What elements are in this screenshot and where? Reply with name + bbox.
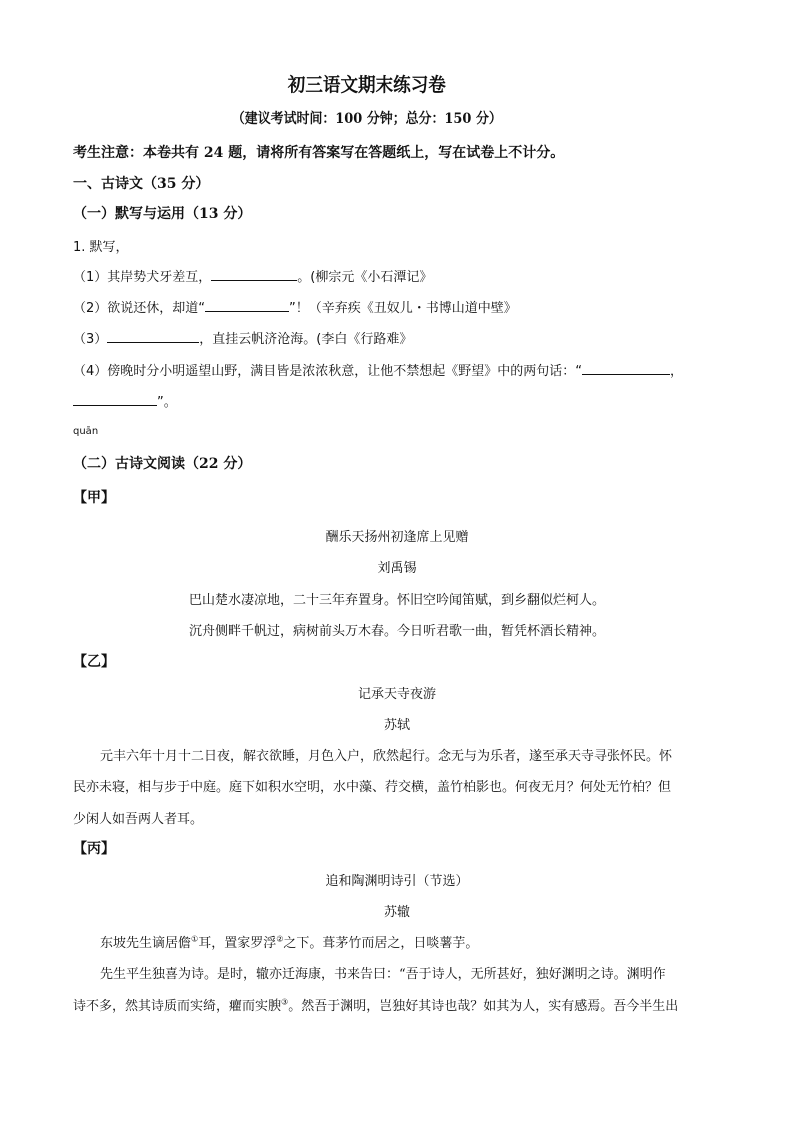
passage-title: 追和陶渊明诗引（节选） (325, 874, 469, 889)
dictation-item-3 (73, 328, 412, 347)
footnote-mark: ② (276, 934, 284, 944)
passage-line (100, 932, 478, 951)
item-punct: ”。 (157, 395, 177, 410)
item-text: （1）其岸势犬牙差互， (73, 270, 212, 285)
passage-author: 苏辙 (383, 905, 410, 920)
passage-marker-jia: 【甲】 (73, 490, 115, 506)
exam-time-note: （建议考试时间：100 分钟；总分：150 分） (231, 111, 502, 127)
passage-line: 先生平生独喜为诗。是时，辙亦迁海康，书来告曰：“吾于诗人，无所甚好，独好渊明之诗。渊明作 (100, 967, 666, 982)
dictation-item-4 (73, 360, 683, 379)
item-text: （4）傍晚时分小明遥望山野，满目皆是浓浓秋意，让他不禁想起《野望》中的两句话：“ (73, 364, 583, 379)
passage-marker-bing: 【丙】 (73, 841, 115, 857)
answer-blank (107, 330, 199, 343)
passage-marker-yi: 【乙】 (73, 654, 115, 670)
page-title: 初三语文期末练习卷 (287, 74, 446, 96)
answer-blank (73, 393, 157, 406)
poem-author: 刘禹锡 (377, 561, 417, 576)
text-segment: 东坡先生谪居儋 (100, 936, 192, 951)
item-source: ，直挂云帆济沧海。(李白《行路难》 (199, 332, 413, 347)
passage-title: 记承天寺夜游 (357, 687, 436, 702)
item-text: （3） (73, 332, 108, 347)
section-heading: 一、古诗文（35 分） (73, 176, 210, 192)
passage-author: 苏轼 (383, 718, 410, 733)
footnote-mark: ① (191, 934, 199, 944)
answer-blank (211, 268, 297, 281)
text-segment: 之下。葺茅竹而居之，日啖薯芋。 (283, 936, 479, 951)
text-segment: 耳，置家罗浮 (198, 936, 277, 951)
dictation-item-2 (73, 297, 517, 316)
subsection-heading: （一）默写与运用（13 分） (73, 206, 252, 222)
item-source: ”！（辛弃疾《丑奴儿・书博山道中壁》 (289, 301, 517, 316)
candidate-notice: 考生注意：本卷共有 24 题，请将所有答案写在答题纸上，写在试卷上不计分。 (73, 145, 565, 161)
dictation-item-4-line2 (73, 391, 177, 410)
subsection-heading: （二）古诗文阅读（22 分） (73, 456, 252, 472)
pinyin-annotation: quān (73, 426, 99, 437)
passage-line (73, 995, 678, 1014)
answer-blank (205, 299, 289, 312)
answer-blank (582, 362, 670, 375)
item-text: （2）欲说还休，却道“ (73, 301, 206, 316)
poem-line: 沉舟侧畔千帆过，病树前头万木春。今日听君歌一曲，暂凭杯酒长精神。 (188, 624, 605, 639)
poem-line: 巴山楚水凄凉地，二十三年弃置身。怀旧空吟闻笛赋，到乡翻似烂柯人。 (188, 593, 605, 608)
item-punct: ， (670, 364, 684, 379)
text-segment: 诗不多，然其诗质而实绮，癯而实腴 (73, 999, 282, 1014)
poem-title: 酬乐天扬州初逢席上见赠 (325, 530, 469, 545)
text-segment: 。然吾于渊明，岂独好其诗也哉？如其为人，实有感焉。吾今半生出 (288, 999, 679, 1014)
passage-line: 少闲人如吾两人者耳。 (73, 812, 204, 827)
item-source: 。(柳宗元《小石潭记》 (297, 270, 433, 285)
dictation-item-1 (73, 266, 432, 285)
passage-line: 民亦未寝，相与步于中庭。庭下如积水空明，水中藻、荇交横，盖竹柏影也。何夜无月？何处无竹柏？但 (73, 780, 672, 795)
passage-line: 元丰六年十月十二日夜，解衣欲睡，月色入户，欣然起行。念无与为乐者，遂至承天寺寻张怀民。怀 (100, 749, 673, 764)
question-label: 1. 默写， (73, 240, 129, 255)
footnote-mark: ③ (281, 997, 289, 1007)
